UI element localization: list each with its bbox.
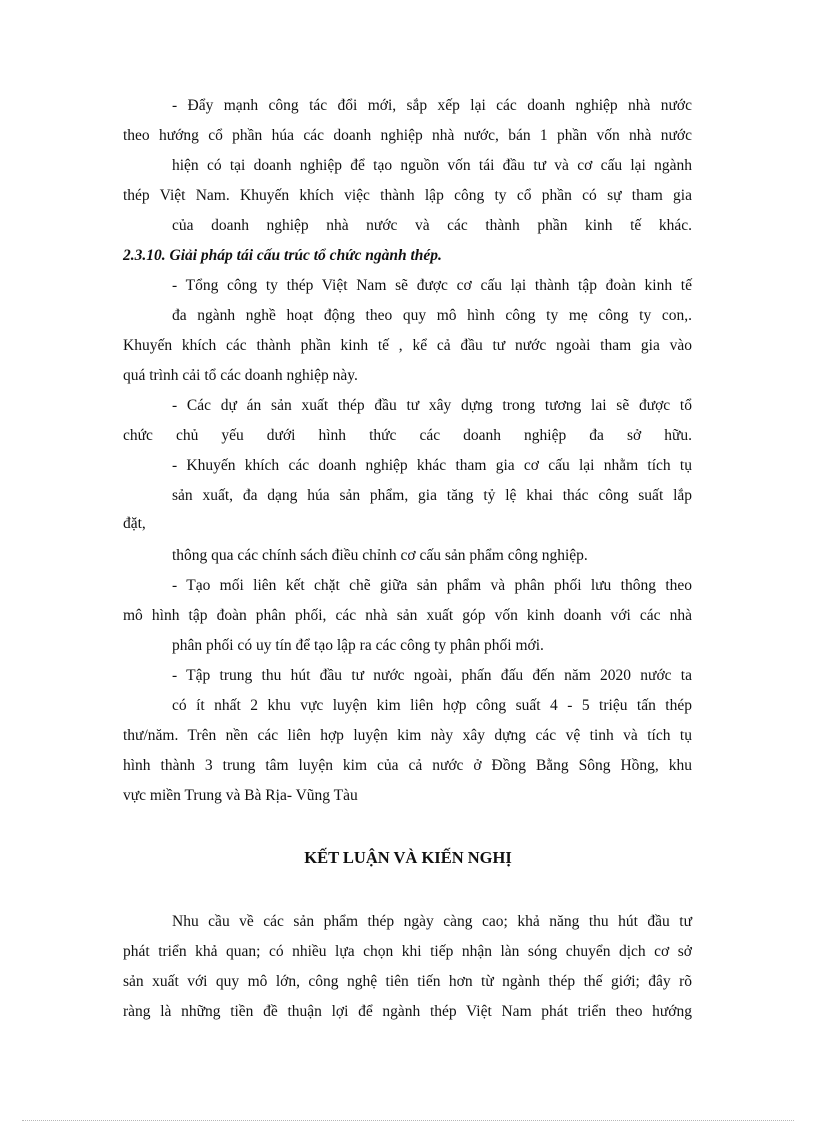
text-line: hình thành 3 trung tâm luyện kim của cả nước ở Đồng Bằng Sông Hồng, khu (123, 757, 692, 774)
text-line: Nhu cầu về các sản phẩm thép ngày càng cao; khả năng thu hút đầu tư (172, 913, 692, 930)
text-line: phát triển khả quan; có nhiều lựa chọn khi tiếp nhận làn sóng chuyển dịch cơ sở (123, 943, 692, 960)
text-line: - Tập trung thu hút đầu tư nước ngoài, phấn đấu đến năm 2020 nước ta (172, 667, 692, 684)
text-line: - Tạo mối liên kết chặt chẽ giữa sản phẩm và phân phối lưu thông theo (172, 577, 692, 594)
page-bottom-divider (22, 1120, 794, 1121)
text-line: đa ngành nghề hoạt động theo quy mô hình công ty mẹ công ty con,. (172, 307, 692, 324)
text-line: quá trình cải tổ các doanh nghiệp này. (123, 367, 358, 384)
text-line: Khuyến khích các thành phần kinh tế , kể cả đầu tư nước ngoài tham gia vào (123, 337, 692, 354)
text-line: - Khuyến khích các doanh nghiệp khác tham gia cơ cấu lại nhằm tích tụ (172, 457, 692, 474)
text-line: - Đẩy mạnh công tác đổi mới, sắp xếp lại các doanh nghiệp nhà nước (172, 97, 692, 114)
section-title: KẾT LUẬN VÀ KIẾN NGHỊ (304, 848, 512, 867)
text-line: sản xuất, đa dạng húa sản phẩm, gia tăng tỷ lệ khai thác công suất lắp (172, 487, 692, 504)
text-line: theo hướng cổ phần húa các doanh nghiệp nhà nước, bán 1 phần vốn nhà nước (123, 127, 692, 144)
text-line: ràng là những tiền đề thuận lợi để ngành thép Việt Nam phát triển theo hướng (123, 1003, 692, 1020)
text-line: thư/năm. Trên nền các liên hợp luyện kim này xây dựng các vệ tinh và tích tụ (123, 727, 692, 744)
text-line: hiện có tại doanh nghiệp để tạo nguồn vốn tái đầu tư và cơ cấu lại ngành (172, 157, 692, 174)
text-line: có ít nhất 2 khu vực luyện kim liên hợp công suất 4 - 5 triệu tấn thép (172, 697, 692, 714)
text-line: đặt, (123, 515, 146, 532)
text-line: vực miền Trung và Bà Rịa- Vũng Tàu (123, 787, 358, 804)
text-line: mô hình tập đoàn phân phối, các nhà sản xuất góp vốn kinh doanh với các nhà (123, 607, 692, 624)
text-line: - Tổng công ty thép Việt Nam sẽ được cơ cấu lại thành tập đoàn kinh tế (172, 277, 692, 294)
text-line: chức chủ yếu dưới hình thức các doanh nghiệp đa sở hữu. (123, 427, 692, 444)
text-line: - Các dự án sản xuất thép đầu tư xây dựng trong tương lai sẽ được tổ (172, 397, 692, 414)
text-line: sản xuất với quy mô lớn, công nghệ tiên tiến hơn từ ngành thép thế giới; đây rõ (123, 973, 692, 990)
text-line: thông qua các chính sách điều chỉnh cơ cấu sản phẩm công nghiệp. (172, 547, 588, 564)
text-line: của doanh nghiệp nhà nước và các thành phần kinh tế khác. (172, 217, 692, 234)
text-line: thép Việt Nam. Khuyến khích việc thành lập công ty cổ phần có sự tham gia (123, 187, 692, 204)
section-heading: 2.3.10. Giải pháp tái cấu trúc tổ chức ngành thép. (123, 247, 442, 264)
text-line: phân phối có uy tín để tạo lập ra các công ty phân phối mới. (172, 637, 544, 654)
